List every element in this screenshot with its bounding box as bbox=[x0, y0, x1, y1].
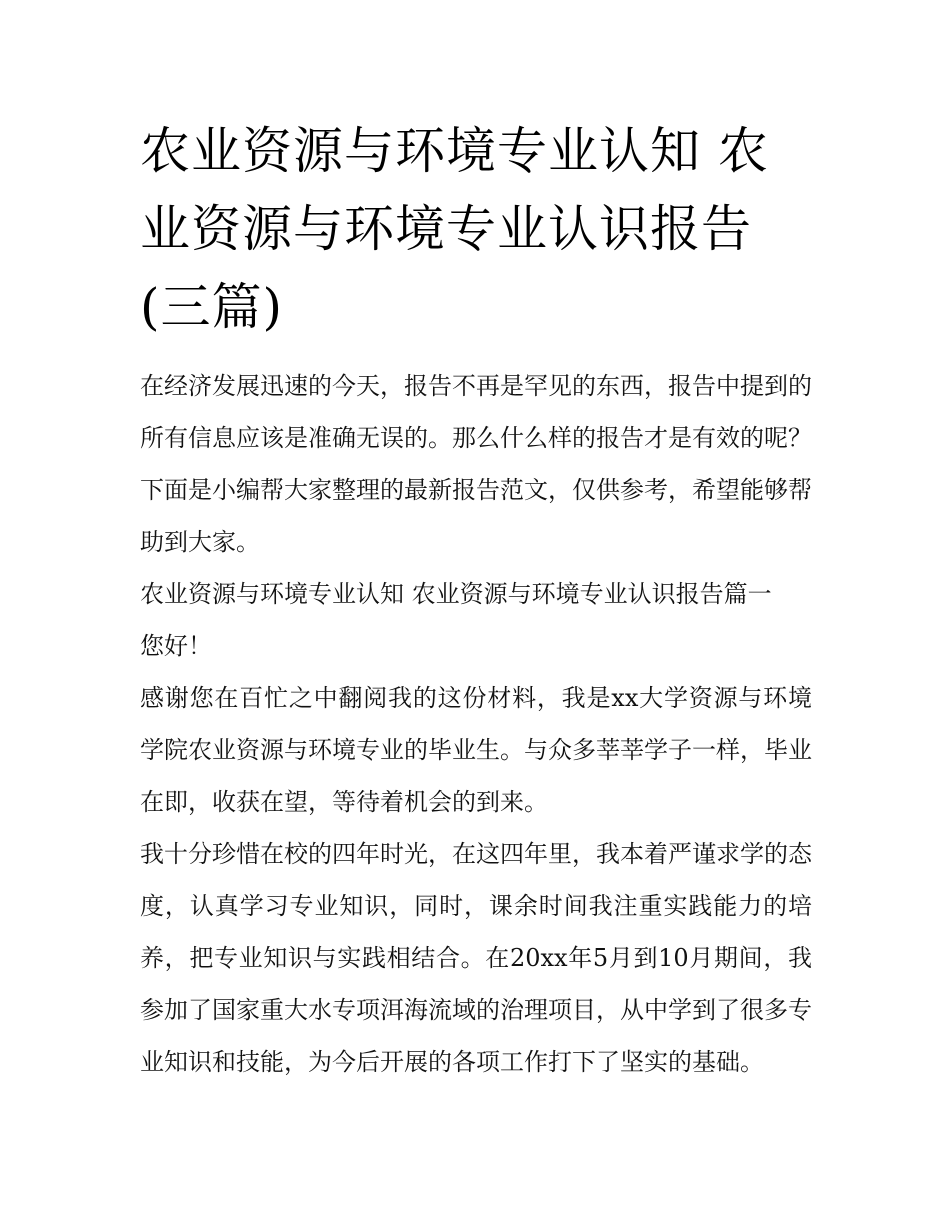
section-heading: 农业资源与环境专业认知 农业资源与环境专业认识报告篇一 bbox=[140, 580, 772, 608]
thanks-paragraph: 感谢您在百忙之中翻阅我的这份材料，我是xx大学资源与环境学院农业资源与环境专业的毕业生。与众多莘莘学子一样，毕业在即，收获在望，等待着机会的到来。 bbox=[140, 684, 812, 816]
intro-paragraph: 在经济发展迅速的今天，报告不再是罕见的东西，报告中提到的所有信息应该是准确无误的。那么什么样的报告才是有效的呢？下面是小编帮大家整理的最新报告范文，仅供参考，希望能够帮助到大家。 bbox=[140, 372, 812, 556]
greeting-paragraph: 您好！ bbox=[140, 632, 212, 660]
document-body bbox=[140, 360, 812, 1088]
experience-paragraph: 我十分珍惜在校的四年时光，在这四年里，我本着严谨求学的态度，认真学习专业知识，同时，课余时间我注重实践能力的培养，把专业知识与实践相结合。在20xx年5月到10月期间，我参加了国家重大水专项洱海流域的治理项目，从中学到了很多专业知识和技能，为今后开展的各项工作打下了坚实的基础。 bbox=[140, 840, 812, 1076]
document-page bbox=[140, 112, 812, 1088]
document-title: 农业资源与环境专业认知 农业资源与环境专业认识报告(三篇) bbox=[140, 122, 769, 336]
